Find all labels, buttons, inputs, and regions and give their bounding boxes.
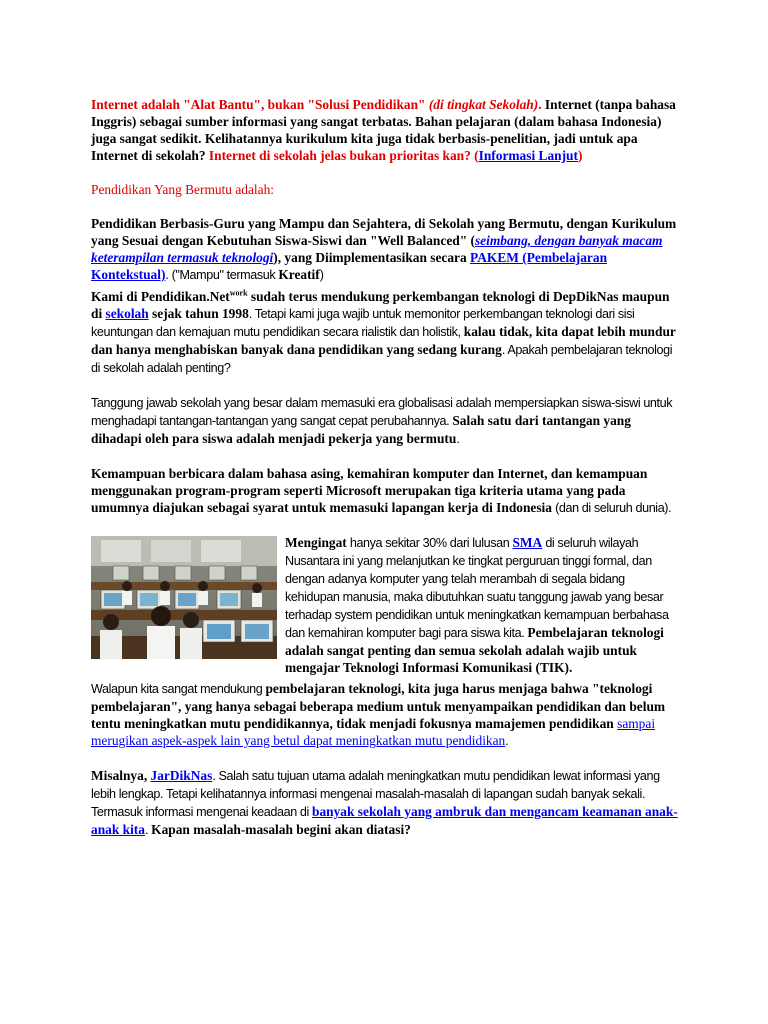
intro-red-title: Internet adalah "Alat Bantu", bukan "Solusi Pendidikan" xyxy=(91,97,426,112)
sekolah-ambruk-link[interactable]: banyak sekolah yang ambruk dan mengancam keamanan anak-anak kita xyxy=(91,804,678,837)
kreatif-word: Kreatif xyxy=(278,267,320,282)
walapun-paragraph xyxy=(91,680,681,750)
sampai-merugikan-link[interactable]: sampai merugikan aspek-aspek lain yang betul dapat meningkatkan mutu pendidikan xyxy=(91,716,656,748)
responsibility-end: . xyxy=(456,432,460,446)
skills-narrow: (dan di seluruh dunia). xyxy=(551,501,672,515)
quality-text-c: . ("Mampu" termasuk xyxy=(165,268,279,282)
seimbang-link[interactable]: seimbang, dengan banyak macam keterampilan termasuk teknologi xyxy=(91,233,663,265)
support-sup: work xyxy=(229,288,248,298)
quality-text-a: Pendidikan Berbasis-Guru yang Mampu dan Sejahtera, di Sekolah yang Bermutu, dengan Kurikulum yang Sesuai dengan Kebutuhan Siswa-Siswi dan "Well Balanced" ( xyxy=(91,216,677,248)
classroom-photo xyxy=(91,536,277,659)
quality-text-b: ), yang Diimplementasikan secara xyxy=(273,250,471,265)
walapun-bold-b: , kita juga harus menjaga bahwa "teknologi pembelajaran", yang hanya sebagai beberapa medium untuk menyampaikan pendidikan dan belum tentu meningkatkan mutu pendidikannya, tidak menjadi fokusnya mamajemen pendidikan xyxy=(91,681,666,731)
intro-body: Internet (tanpa bahasa Inggris) sebagai sumber informasi yang sangat terbatas. Bahan pelajaran (dalam bahasa Indonesia) juga sangat sedikit. Kelihatannya kurikulum kita juga tidak berbasis-penelitian, jadi untuk apa Internet di sekolah? xyxy=(91,97,676,163)
support-bold-a: Kami di Pendidikan.Net xyxy=(91,289,230,304)
section-heading: Pendidikan Yang Bermutu adalah: xyxy=(91,182,274,197)
responsibility-bold: Salah satu dari tantangan yang dihadapi oleh para siswa adalah menjadi pekerja yang bermutu xyxy=(91,413,631,446)
quality-text-d: ) xyxy=(319,268,324,282)
intro-red-close: ) xyxy=(577,148,583,163)
misalnya-paragraph xyxy=(91,767,681,839)
support-bold-c: sejak tahun 1998 xyxy=(148,306,249,321)
mengingat-end: . xyxy=(568,660,573,675)
intro-red-italic: (di tingkat Sekolah) xyxy=(428,97,539,112)
quality-paragraph xyxy=(91,215,681,284)
walapun-end: . xyxy=(505,734,509,748)
pakem-link[interactable]: PAKEM (Pembelajaran Kontekstual) xyxy=(91,250,608,282)
skills-paragraph xyxy=(91,465,681,517)
skills-bold: Kemampuan berbicara dalam bahasa asing, kemahiran komputer dan Internet, dan kemampuan menggunakan program-program seperti Microsoft merupakan tiga kriteria utama yang pada umumnya diajukan sebagai syarat untuk memasuki lapangan kerja di Indonesia xyxy=(91,466,648,515)
intro-red-dot: . xyxy=(538,97,542,112)
misalnya-narrow-a: . Salah satu tujuan utama adalah meningkatkan mutu pendidikan lewat informasi yang lebih lengkap. Tetapi kelihatannya informasi mengenai masalah-masalah di lapangan sudah banyak sekali. Termasuk informasi mengenai keadaan di xyxy=(91,769,660,819)
article xyxy=(91,96,681,839)
mengingat-bold-a: Mengingat xyxy=(285,535,347,550)
mengingat-paragraph xyxy=(91,534,681,676)
walapun-narrow-a: Walapun kita sangat mendukung xyxy=(91,682,266,696)
misalnya-bold-a: Misalnya, xyxy=(91,768,151,783)
misalnya-bold-b: Kapan masalah-masalah begini akan diatasi? xyxy=(151,822,411,837)
mengingat-narrow-a: hanya sekitar 30% dari lulusan xyxy=(346,536,513,550)
mengingat-bold-b: Pembelajaran teknologi adalah sangat penting dan semua sekolah adalah wajib untuk mengajar Teknologi Informasi Komunikasi (TIK) xyxy=(285,625,664,675)
support-paragraph xyxy=(91,288,681,377)
support-bold-d: kalau tidak, kita dapat lebih mundur dan hanya menghabiskan banyak dana pendidikan yang sedang kurang xyxy=(91,324,676,357)
walapun-bold-a: pembelajaran teknologi xyxy=(265,681,402,696)
intro-red-question: Internet di sekolah jelas bukan prioritas kan? ( xyxy=(208,148,479,163)
support-narrow-a: . Tetapi kami juga wajib untuk memonitor perkembangan teknologi dari sisi keuntungan dan kemajuan mutu pendidikan secara rialistik dan holistik, xyxy=(91,307,635,339)
sma-link[interactable]: SMA xyxy=(512,535,543,550)
misalnya-narrow-b: . xyxy=(144,823,152,837)
jardiknas-link[interactable]: JarDikNas xyxy=(150,768,213,783)
support-bold-b: sudah terus mendukung perkembangan teknologi di DepDikNas maupun di xyxy=(91,289,670,321)
responsibility-narrow: Tanggung jawab sekolah yang besar dalam memasuki era globalisasi adalah mempersiapkan siswa-siswi untuk menghadapi tantangan-tantangan yang sangat cepat perubahannya. xyxy=(91,396,673,428)
sekolah-link[interactable]: sekolah xyxy=(105,306,149,321)
mengingat-narrow-b: di seluruh wilayah Nusantara ini yang melanjutkan ke tingkat perguruan tinggi formal, dan dengan adanya komputer yang telah merambah di segala bidang kehidupan manusia, maka dibutuhkan suatu tanggung jawab yang besar terhadap system pendidikan untuk meningkatkan kemampuan berbahasa dan kemahiran komputer bagi para siswa kita. xyxy=(285,536,669,640)
responsibility-paragraph xyxy=(91,394,681,448)
support-narrow-b: . Apakah pembelajaran teknologi di sekolah adalah penting? xyxy=(91,343,673,375)
classroom-photo-svg xyxy=(91,536,277,659)
intro-paragraph xyxy=(91,96,681,164)
informasi-lanjut-link[interactable]: Informasi Lanjut xyxy=(478,148,578,163)
